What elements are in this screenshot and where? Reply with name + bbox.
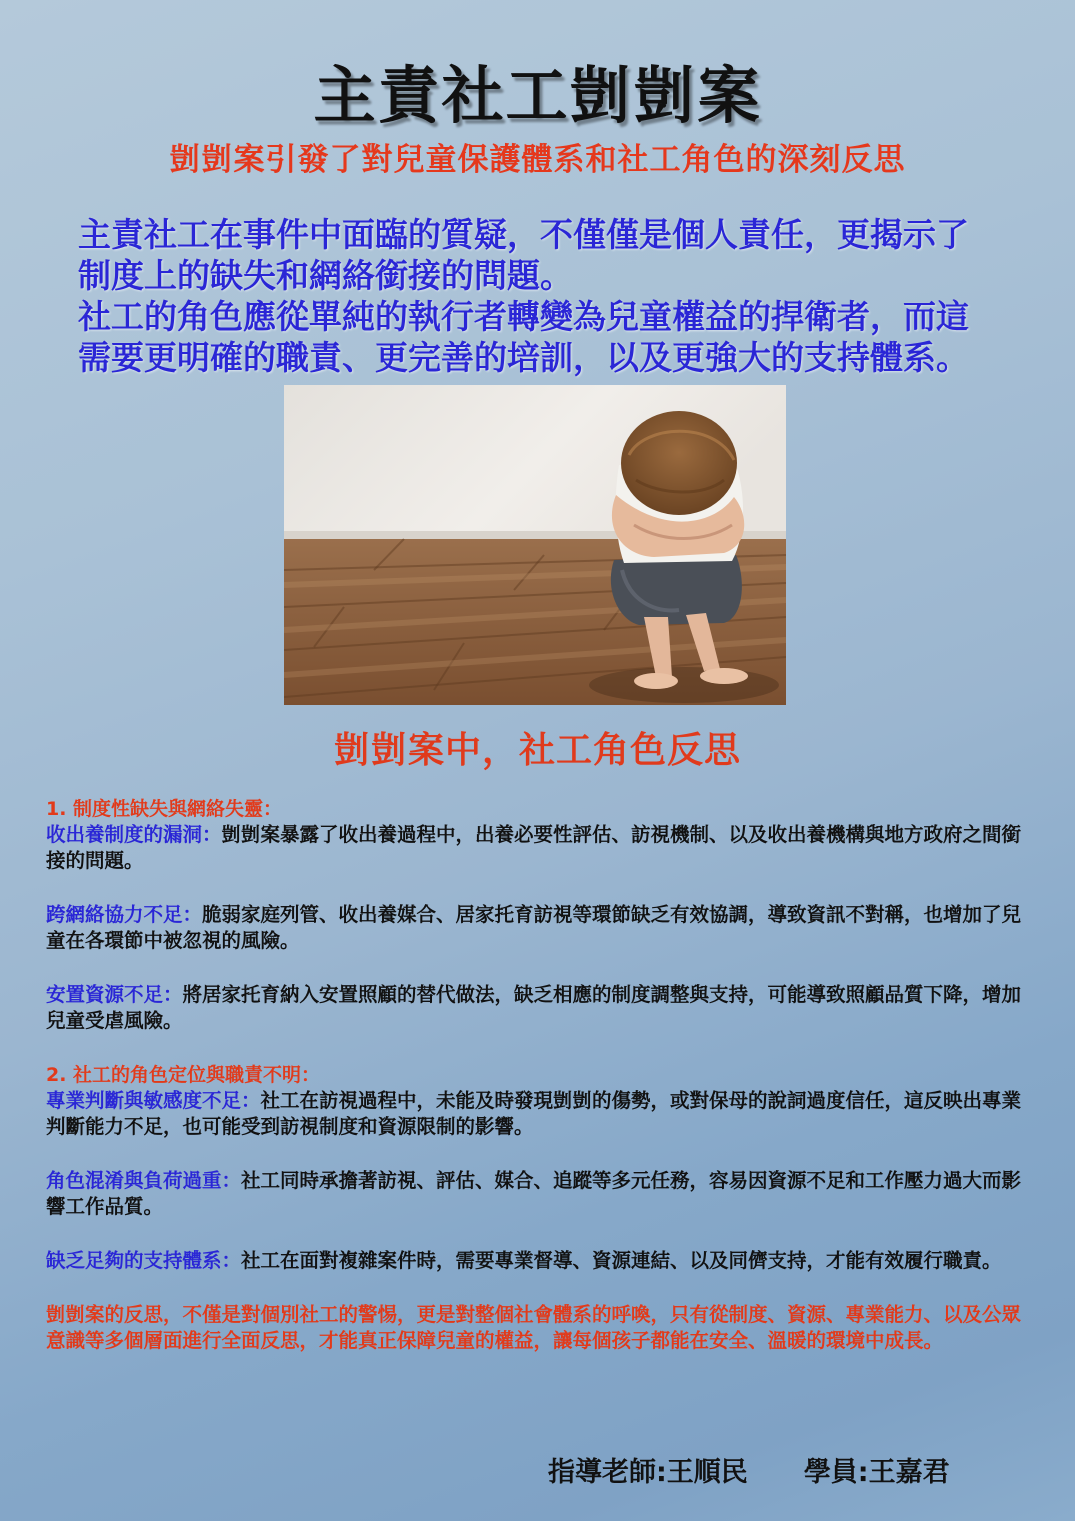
item-text: 社工在訪視過程中，未能及時發現剴剴的傷勢，或對保母的說詞過度信任，這反映出專業判斷能力不足，也可能受到訪視制度和資源限制的影響。: [46, 1089, 1022, 1138]
page-subtitle: 剴剴案引發了對兒童保護體系和社工角色的深刻反思: [169, 142, 906, 178]
item-label: 專業判斷與敏感度不足：: [46, 1089, 261, 1112]
section-1-title: 1. 制度性缺失與網絡失靈：: [46, 798, 283, 820]
teacher-credit: 指導老師:王順民: [548, 1457, 748, 1488]
list-item: [46, 1168, 1036, 1220]
list-item: [46, 902, 1036, 954]
page-title: 主責社工剴剴案: [313, 59, 762, 132]
item-text: 將居家托育納入安置照顧的替代做法，缺乏相應的制度調整與支持，可能導致照顧品質下降，增加兒童受虐風險。: [46, 983, 1022, 1032]
item-label: 安置資源不足：: [46, 983, 183, 1006]
item-label: 跨網絡協力不足：: [46, 903, 203, 926]
item-text: 剴剴案暴露了收出養過程中，出養必要性評估、訪視機制、以及收出養機構與地方政府之間銜接的問題。: [46, 823, 1022, 872]
closing-paragraph: 剴剴案的反思，不僅是對個別社工的警惕，更是對整個社會體系的呼喚，只有從制度、資源、專業能力、以及公眾意識等多個層面進行全面反思，才能真正保障兒童的權益，讓每個孩子都能在安全、溫暖的環境中成長。: [46, 1303, 1022, 1352]
list-item: [46, 1248, 1036, 1274]
section-heading: 剴剴案中，社工角色反思: [333, 730, 741, 771]
item-label: 缺乏足夠的支持體系：: [46, 1249, 242, 1272]
intro-text: [78, 214, 998, 378]
item-text: 社工在面對複雜案件時，需要專業督導、資源連結、以及同儕支持，才能有效履行職責。: [241, 1249, 1002, 1272]
child-sitting-photo: [284, 385, 786, 705]
item-label: 角色混淆與負荷過重：: [46, 1169, 242, 1192]
list-item: [46, 1088, 1036, 1140]
item-text: 脆弱家庭列管、收出養媒合、居家托育訪視等環節缺乏有效協調，導致資訊不對稱，也增加了兒童在各環節中被忽視的風險。: [46, 903, 1022, 952]
list-item: [46, 822, 1036, 874]
credits: [548, 1450, 950, 1489]
item-text: 社工同時承擔著訪視、評估、媒合、追蹤等多元任務，容易因資源不足和工作壓力過大而影響工作品質。: [46, 1169, 1022, 1218]
section-2-title: 2. 社工的角色定位與職責不明：: [46, 1064, 321, 1086]
intro-paragraph: 社工的角色應從單純的執行者轉變為兒童權益的捍衛者，而這需要更明確的職責、更完善的培訓，以及更強大的支持體系。: [78, 297, 969, 377]
list-item: [46, 982, 1036, 1034]
intro-paragraph: 主責社工在事件中面臨的質疑，不僅僅是個人責任，更揭示了制度上的缺失和網絡銜接的問題。: [78, 215, 969, 295]
item-label: 收出養制度的漏洞：: [46, 823, 222, 846]
body-text: [46, 796, 1036, 1374]
child-photo-illustration: [284, 385, 786, 705]
student-credit: 學員:王嘉君: [803, 1457, 950, 1488]
